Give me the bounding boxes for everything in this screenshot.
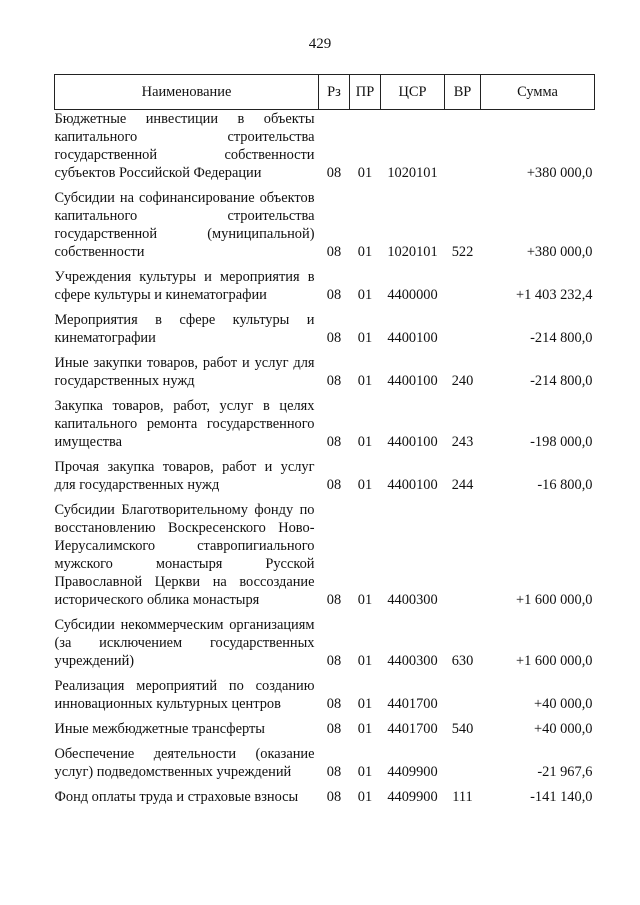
row-name: Учреждения культуры и мероприятия в сфере культуры и кинематографии [54, 269, 315, 303]
row-sum: -198 000,0 [530, 434, 593, 450]
row-spacer [55, 713, 595, 720]
row-vr [445, 745, 481, 781]
row-spacer-cell [55, 261, 595, 268]
row-vr [445, 268, 481, 304]
row-pr: 01 [357, 330, 373, 346]
row-vr: 630 [451, 653, 474, 669]
row-rz: 08 [326, 592, 342, 608]
row-sum: -21 967,6 [537, 764, 593, 780]
row-rz: 08 [326, 373, 342, 389]
row-pr: 01 [357, 721, 373, 737]
row-name: Реализация мероприятий по созданию инновационных культурных центров [54, 678, 315, 712]
row-spacer [55, 494, 595, 501]
row-sum: -214 800,0 [530, 330, 593, 346]
row-spacer-cell [55, 713, 595, 720]
row-vr: 540 [451, 721, 474, 737]
row-spacer [55, 390, 595, 397]
row-vr: 111 [452, 789, 473, 805]
row-csr: 4400100 [387, 330, 438, 346]
row-name: Иные межбюджетные трансферты [54, 721, 265, 737]
table-row [55, 788, 595, 806]
row-vr: 522 [451, 244, 474, 260]
table-row [55, 397, 595, 451]
row-name: Прочая закупка товаров, работ и услуг для государственных нужд [54, 459, 315, 493]
row-rz: 08 [326, 287, 342, 303]
row-vr [445, 311, 481, 347]
header-name: Наименование [55, 75, 319, 110]
row-name: Субсидии некоммерческим организациям (за исключением государственных учреждений) [54, 617, 315, 669]
row-spacer [55, 781, 595, 788]
row-pr: 01 [357, 287, 373, 303]
row-name: Обеспечение деятельности (оказание услуг) подведомственных учреждений [54, 746, 315, 780]
table-row [55, 268, 595, 304]
row-pr: 01 [357, 244, 373, 260]
row-spacer [55, 451, 595, 458]
row-rz: 08 [326, 244, 342, 260]
row-sum: +380 000,0 [526, 244, 593, 260]
row-spacer-cell [55, 494, 595, 501]
row-rz: 08 [326, 330, 342, 346]
row-pr: 01 [357, 653, 373, 669]
header-csr: ЦСР [381, 75, 445, 110]
row-sum: +1 600 000,0 [516, 653, 593, 669]
row-vr [445, 677, 481, 713]
row-csr: 4400300 [387, 592, 438, 608]
header-rz: Рз [319, 75, 350, 110]
row-sum: +1 600 000,0 [516, 592, 593, 608]
row-sum: +40 000,0 [534, 721, 593, 737]
table-header-row [55, 75, 595, 110]
row-rz: 08 [326, 434, 342, 450]
row-csr: 4400100 [387, 434, 438, 450]
table-row [55, 720, 595, 738]
row-pr: 01 [357, 477, 373, 493]
row-vr: 240 [451, 373, 474, 389]
row-spacer [55, 609, 595, 616]
row-pr: 01 [357, 165, 373, 181]
row-pr: 01 [357, 764, 373, 780]
row-sum: -141 140,0 [530, 789, 593, 805]
row-spacer [55, 304, 595, 311]
row-rz: 08 [326, 764, 342, 780]
row-spacer [55, 738, 595, 745]
row-rz: 08 [326, 653, 342, 669]
table-row [55, 745, 595, 781]
row-rz: 08 [326, 477, 342, 493]
row-pr: 01 [357, 434, 373, 450]
row-name: Иные закупки товаров, работ и услуг для государственных нужд [54, 355, 315, 389]
header-sum: Сумма [481, 75, 595, 110]
row-rz: 08 [326, 789, 342, 805]
row-rz: 08 [326, 165, 342, 181]
row-csr: 4401700 [387, 696, 438, 712]
row-name: Субсидии на софинансирование объектов капитального строительства государственной (муниципальной) собственности [54, 190, 315, 260]
row-vr: 243 [451, 434, 474, 450]
row-pr: 01 [357, 373, 373, 389]
row-csr: 4400100 [387, 477, 438, 493]
row-csr: 4401700 [387, 721, 438, 737]
row-name: Субсидии Благотворительному фонду по восстановлению Воскресенского Ново-Иерусалимского ставропигиального мужского монастыря Русской Православной Церкви на воссоздание исторического облика монастыря [54, 502, 315, 608]
row-spacer-cell [55, 670, 595, 677]
row-sum: +1 403 232,4 [516, 287, 593, 303]
header-pr: ПР [350, 75, 381, 110]
row-pr: 01 [357, 696, 373, 712]
row-csr: 1020101 [387, 165, 438, 181]
row-spacer-cell [55, 304, 595, 311]
row-spacer-cell [55, 609, 595, 616]
row-sum: -214 800,0 [530, 373, 593, 389]
row-spacer-cell [55, 781, 595, 788]
row-vr [445, 110, 481, 183]
page-number: 429 [308, 36, 332, 52]
table-row [55, 501, 595, 609]
row-sum: +380 000,0 [526, 165, 593, 181]
row-csr: 1020101 [387, 244, 438, 260]
row-name: Фонд оплаты труда и страховые взносы [54, 789, 299, 805]
row-spacer [55, 182, 595, 189]
row-vr: 244 [451, 477, 474, 493]
row-spacer-cell [55, 451, 595, 458]
row-csr: 4400300 [387, 653, 438, 669]
row-spacer-cell [55, 347, 595, 354]
row-sum: +40 000,0 [534, 696, 593, 712]
header-vr: ВР [445, 75, 481, 110]
row-name: Бюджетные инвестиции в объекты капитального строительства государственной собственности субъектов Российской Федерации [54, 111, 315, 181]
row-sum: -16 800,0 [537, 477, 593, 493]
row-csr: 4409900 [387, 764, 438, 780]
row-pr: 01 [357, 789, 373, 805]
budget-table [54, 74, 595, 806]
table-row [55, 311, 595, 347]
row-rz: 08 [326, 696, 342, 712]
row-csr: 4400000 [387, 287, 438, 303]
table-row [55, 354, 595, 390]
table-row [55, 189, 595, 261]
row-name: Мероприятия в сфере культуры и кинематографии [54, 312, 315, 346]
row-spacer [55, 347, 595, 354]
row-spacer-cell [55, 182, 595, 189]
row-csr: 4409900 [387, 789, 438, 805]
row-pr: 01 [357, 592, 373, 608]
row-spacer-cell [55, 390, 595, 397]
row-spacer [55, 670, 595, 677]
row-vr [445, 501, 481, 609]
row-rz: 08 [326, 721, 342, 737]
row-csr: 4400100 [387, 373, 438, 389]
table-row [55, 616, 595, 670]
table-row [55, 110, 595, 183]
row-spacer [55, 261, 595, 268]
row-name: Закупка товаров, работ, услуг в целях капитального ремонта государственного имущества [54, 398, 315, 450]
row-spacer-cell [55, 738, 595, 745]
table-row [55, 677, 595, 713]
table-row [55, 458, 595, 494]
